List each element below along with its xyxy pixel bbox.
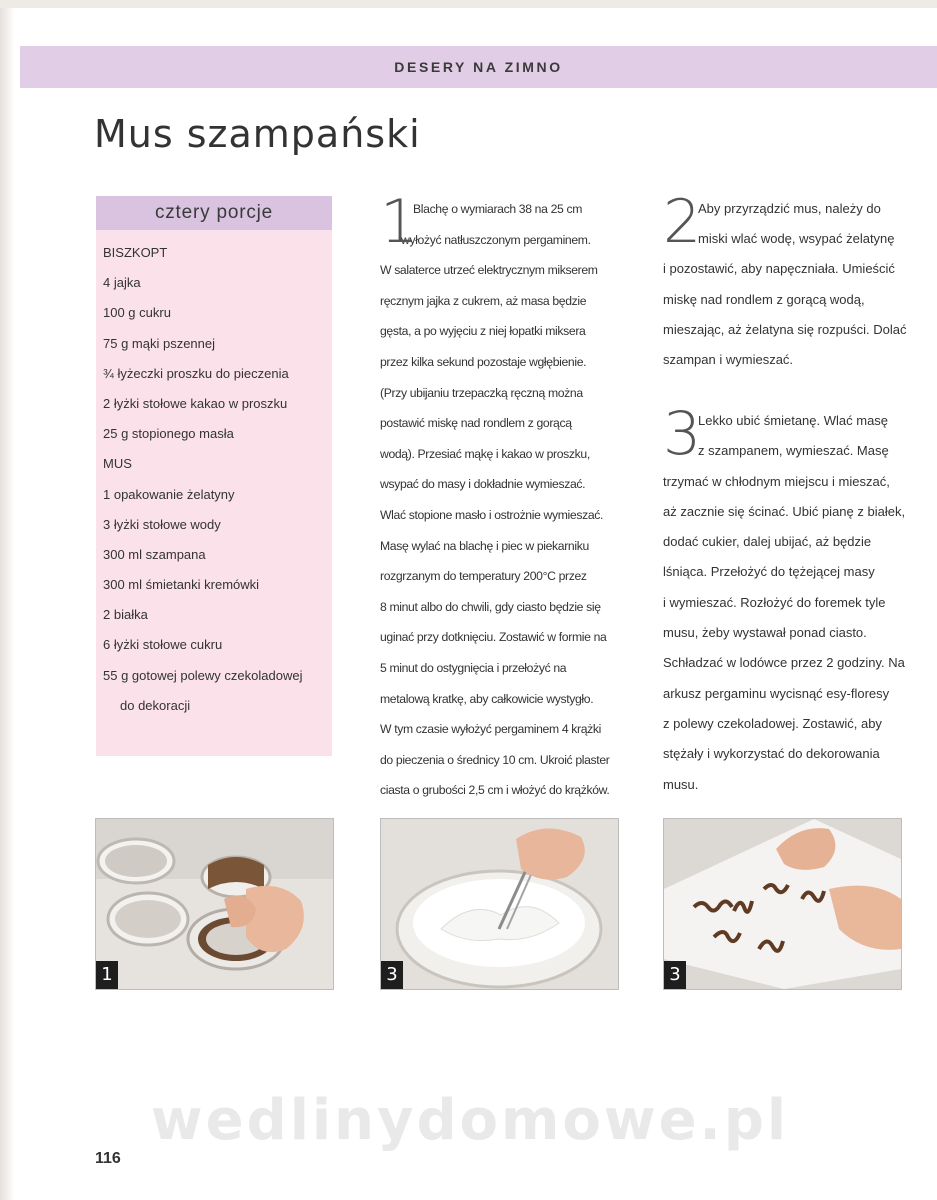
step-line: postawić miskę nad rondlem z gorącą	[380, 416, 572, 431]
step-line: wsypać do masy i dokładnie wymieszać.	[380, 477, 586, 492]
step-line: uginać przy dotknięciu. Zostawić w formie na	[380, 630, 607, 645]
ingredient-item: 55 g gotowej polewy czekoladowej	[103, 667, 303, 683]
page-number: 116	[95, 1150, 121, 1167]
step-line: W salaterce utrzeć elektrycznym mikserem	[380, 263, 598, 278]
step-line: aż zacznie się ścinać. Ubić pianę z białek,	[663, 503, 906, 519]
step-line: miski wlać wodę, wsypać żelatynę	[698, 231, 895, 247]
step-line: dodać cukier, dalej ubijać, aż będzie	[663, 534, 872, 550]
ingredient-item: 6 łyżki stołowe cukru	[103, 637, 223, 653]
photo-step-badge: 3	[664, 961, 686, 989]
step-line: do pieczenia o średnicy 10 cm. Ukroić plaster	[380, 752, 610, 767]
ingredient-item: 25 g stopionego masła	[103, 426, 234, 442]
ingredients-heading: cztery porcje	[96, 196, 332, 230]
ingredient-item: 300 ml śmietanki kremówki	[103, 577, 260, 593]
ingredient-item: 75 g mąki pszennej	[103, 335, 216, 351]
step-2	[663, 187, 913, 375]
step-line: z szampanem, wymieszać. Masę	[698, 443, 889, 459]
step-line: rozgrzanym do temperatury 200°C przez	[380, 569, 587, 584]
step-line: musu.	[663, 776, 699, 792]
top-strip	[0, 0, 937, 8]
step-line: lśniąca. Przełożyć do tężejącej masy	[663, 564, 875, 580]
step-line: Lekko ubić śmietanę. Wlać masę	[698, 413, 889, 428]
ingredient-item: 4 jajka	[103, 275, 141, 291]
step-line: szampan i wymieszać.	[663, 352, 794, 368]
step-line: 5 minut do ostygnięcia i przełożyć na	[380, 660, 567, 675]
step-1	[380, 187, 630, 806]
step-line: 8 minut albo do chwili, gdy ciasto będzie się	[380, 599, 601, 614]
step-line: z polewy czekoladowej. Zostawić, aby	[663, 715, 882, 731]
page-edge	[0, 0, 14, 1200]
step-line: gęsta, a po wyjęciu z niej łopatki miksera	[380, 324, 586, 339]
step-line: wodą). Przesiać mąkę i kakao w proszku,	[380, 446, 590, 461]
step-line: mieszając, aż żelatyna się rozpuści. Dolać	[663, 321, 907, 337]
ingredient-item: 300 ml szampana	[103, 546, 206, 562]
chocolate-decoration-illustration	[664, 819, 901, 989]
step-line: (Przy ubijaniu trzepaczką ręczną można	[380, 385, 583, 400]
section-header: DESERY NA ZIMNO	[394, 59, 563, 75]
pastry-rings-illustration	[96, 819, 333, 989]
watermark: wedlinydomowe.pl	[150, 1088, 790, 1153]
step-number: 2	[663, 187, 702, 257]
step-line: ręcznym jajka z cukrem, aż masa będzie	[380, 293, 587, 308]
step-3	[663, 399, 913, 800]
step-line: W tym czasie wyłożyć pergaminem 4 krążki	[380, 722, 602, 737]
step-text	[380, 187, 630, 806]
step-number: 1	[380, 187, 419, 257]
step-line: Schładzać w lodówce przez 2 godziny. Na	[663, 655, 905, 671]
photo-step-badge: 3	[381, 961, 403, 989]
step-line: Blachę o wymiarach 38 na 25 cm	[413, 202, 583, 216]
step-line: arkusz pergaminu wycisnąć esy-floresy	[663, 685, 890, 701]
step-line: miskę nad rondlem z gorącą wodą,	[663, 291, 865, 307]
photo-step-1	[95, 818, 334, 990]
step-line: musu, żeby wystawał ponad ciasto.	[663, 625, 867, 641]
ingredient-item: 100 g cukru	[103, 305, 171, 321]
recipe-title: Mus szampański	[94, 112, 421, 156]
step-line: i pozostawić, aby napęczniała. Umieścić	[663, 261, 895, 277]
step-line: Masę wylać na blachę i piec w piekarniku	[380, 538, 589, 553]
step-line: ciasta o grubości 2,5 cm i włożyć do krążków.	[380, 783, 610, 798]
step-line: wyłożyć natłuszczonym pergaminem.	[401, 232, 591, 247]
ingredient-item: 3 łyżki stołowe wody	[103, 516, 221, 532]
photo-step-3-whisk	[380, 818, 619, 990]
step-line: przez kilka sekund pozostaje wgłębienie.	[380, 354, 587, 369]
step-line: metalową kratkę, aby całkowicie wystygło.	[380, 691, 594, 706]
step-line: Wlać stopione masło i ostrożnie wymieszać.	[380, 507, 604, 522]
ingredient-item: 2 białka	[103, 607, 148, 623]
ingredient-item: BISZKOPT	[103, 245, 168, 260]
step-line: stężały i wykorzystać do dekorowania	[663, 746, 880, 762]
step-line: trzymać w chłodnym miejscu i mieszać,	[663, 473, 890, 489]
step-line: i wymieszać. Rozłożyć do foremek tyle	[663, 594, 886, 610]
photo-step-3-decor	[663, 818, 902, 990]
ingredient-item: MUS	[103, 456, 132, 472]
step-line: Aby przyrządzić mus, należy do	[698, 201, 881, 216]
photo-step-badge: 1	[96, 961, 118, 989]
ingredient-item: do dekoracji	[120, 697, 191, 713]
ingredient-item: 1 opakowanie żelatyny	[103, 486, 235, 502]
ingredient-item: 2 łyżki stołowe kakao w proszku	[103, 395, 288, 411]
ingredients-list	[103, 238, 329, 721]
whisking-cream-illustration	[381, 819, 618, 989]
ingredient-item: ¾ łyżeczki proszku do pieczenia	[103, 365, 289, 381]
step-number: 3	[663, 399, 702, 469]
